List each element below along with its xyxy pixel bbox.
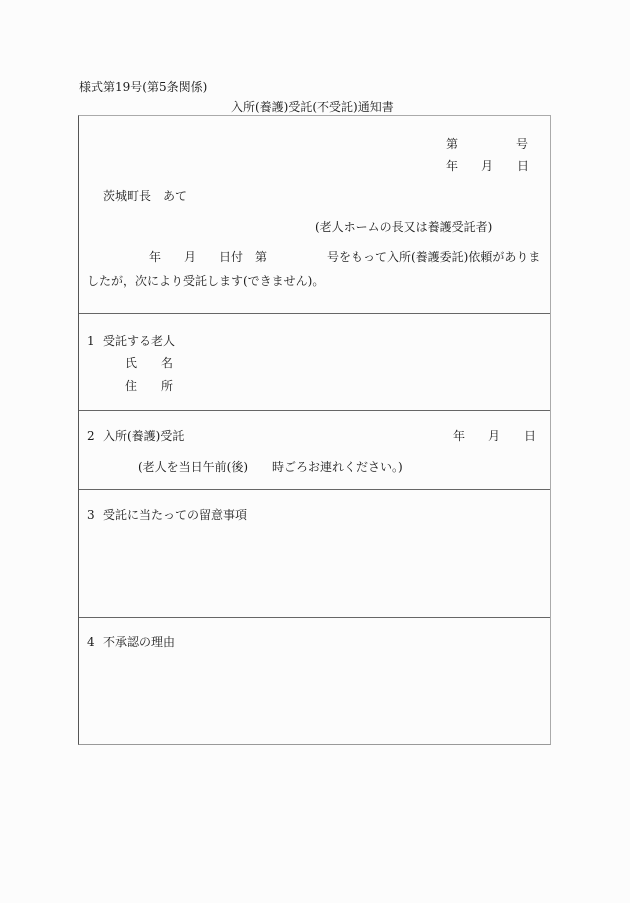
section-divider bbox=[79, 489, 550, 490]
address-field-label: 住 所 bbox=[125, 379, 174, 393]
number-suffix: 号 bbox=[516, 137, 529, 151]
section-1-number: 1 bbox=[87, 334, 95, 348]
date-day: 日 bbox=[517, 159, 530, 173]
body-year: 年 bbox=[149, 250, 162, 264]
form-number: 様式第19号(第5条関係) bbox=[79, 80, 208, 94]
admission-note-time: (老人を当日午前(後) bbox=[138, 460, 249, 474]
admission-month: 月 bbox=[488, 429, 501, 443]
section-2-number: 2 bbox=[87, 429, 95, 443]
addressee: 茨城町長 あて bbox=[103, 189, 188, 203]
section-1-label: 受託する老人 bbox=[103, 334, 176, 348]
section-3-label: 受託に当たっての留意事項 bbox=[103, 508, 248, 522]
admission-year: 年 bbox=[453, 429, 466, 443]
admission-note-bring: 時ごろお連れください。) bbox=[272, 460, 403, 474]
number-prefix: 第 bbox=[446, 137, 459, 151]
section-3-number: 3 bbox=[87, 508, 95, 522]
section-4-label: 不承認の理由 bbox=[103, 635, 176, 649]
body-request-text: 号をもって入所(養護委託)依頼がありま bbox=[327, 250, 541, 264]
date-year: 年 bbox=[446, 159, 459, 173]
admission-day: 日 bbox=[524, 429, 537, 443]
section-divider bbox=[79, 313, 550, 314]
section-4-number: 4 bbox=[87, 635, 95, 649]
section-divider bbox=[79, 617, 550, 618]
name-field-label: 氏 名 bbox=[125, 356, 174, 370]
body-day-number: 日付 第 bbox=[219, 250, 268, 264]
notice-form bbox=[78, 115, 551, 745]
body-result-text: したが，次により受託します(できません)。 bbox=[87, 274, 325, 288]
body-month: 月 bbox=[184, 250, 197, 264]
sender-title: (老人ホームの長又は養護受託者) bbox=[315, 220, 493, 234]
date-month: 月 bbox=[481, 159, 494, 173]
section-2-label: 入所(養護)受託 bbox=[103, 429, 185, 443]
section-divider bbox=[79, 410, 550, 411]
document-title: 入所(養護)受託(不受託)通知書 bbox=[231, 100, 394, 114]
